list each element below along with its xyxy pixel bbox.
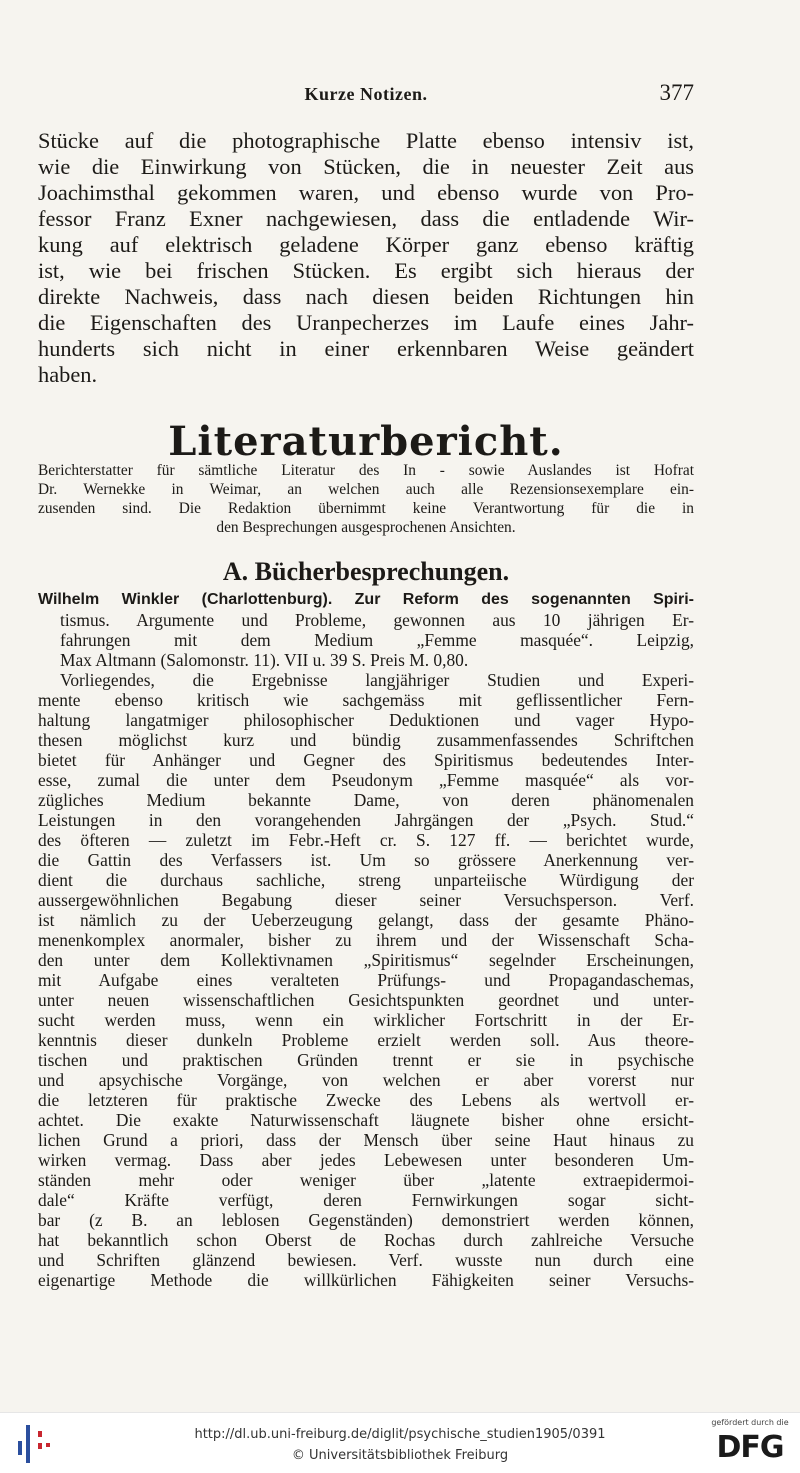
text-line: mit Aufgabe eines veralteten Prüfungs- und Propagandaschemas,	[38, 970, 694, 990]
text-line: die letzteren für praktische Zwecke des Lebens als wertvoll er-	[38, 1090, 694, 1110]
text-line: dale“ Kräfte verfügt, deren Fernwirkungen sogar sicht-	[38, 1190, 694, 1210]
section-title: Literaturbericht.	[168, 418, 564, 465]
text-line: Berichterstatter für sämtliche Literatur des In - sowie Auslandes ist Hofrat	[38, 462, 694, 479]
text-line: die Eigenschaften des Uranpecherzes im Laufe eines Jahr-	[38, 310, 694, 335]
text-line: Dr. Wernekke in Weimar, an welchen auch alle Rezensionsexemplare ein-	[38, 481, 694, 498]
text-line: Joachimsthal gekommen waren, und ebenso wurde von Pro-	[38, 180, 694, 205]
text-line: ist nämlich zu der Ueberzeugung gelangt, dass der gesamte Phäno-	[38, 910, 694, 930]
text-line: zügliches Medium bekannte Dame, von deren phänomenalen	[38, 790, 694, 810]
text-line: Max Altmann (Salomonstr. 11). VII u. 39 S. Preis M. 0,80.	[60, 650, 469, 670]
text-line: eigenartige Methode die willkürlichen Fähigkeiten seiner Versuchs-	[38, 1270, 694, 1290]
continued-article-text	[38, 128, 694, 388]
text-line: kenntnis dieser dunkeln Probleme erzielt werden soll. Aus theore-	[38, 1030, 694, 1050]
text-line: den unter dem Kollektivnamen „Spiritismus“ segelnder Erscheinungen,	[38, 950, 694, 970]
text-line: bietet für Anhänger und Gegner des Spiritismus bedeutendes Inter-	[38, 750, 694, 770]
running-head: Kurze Notizen.	[304, 84, 428, 104]
subsection-title: A. Bücherbesprechungen.	[222, 557, 510, 586]
text-line: unter neuen wissenschaftlichen Gesichtspunkten geordnet und unter-	[38, 990, 694, 1010]
text-line: und Schriften glänzend bewiesen. Verf. wusste nun durch eine	[38, 1250, 694, 1270]
text-line: Vorliegendes, die Ergebnisse langjähriger Studien und Experi-	[60, 670, 694, 690]
text-line: hat bekanntlich schon Oberst de Rochas durch zahlreiche Versuche	[38, 1230, 694, 1250]
text-line: Leistungen in den vorangehenden Jahrgängen der „Psych. Stud.“	[38, 810, 694, 830]
text-line: ist, wie bei frischen Stücken. Es ergibt sich hieraus der	[38, 258, 694, 283]
text-line: den Besprechungen ausgesprochenen Ansichten.	[216, 519, 516, 536]
text-line: des öfteren — zuletzt im Febr.-Heft cr. S. 127 ff. — berichtet wurde,	[38, 830, 694, 850]
text-line: Stücke auf die photographische Platte ebenso intensiv ist,	[38, 128, 694, 153]
viewer-footer	[0, 1412, 800, 1473]
permalink-url[interactable]: http://dl.ub.uni-freiburg.de/diglit/psychische_studien1905/0391	[194, 1427, 606, 1442]
text-line: hunderts sich nicht in einer erkennbaren Weise geändert	[38, 336, 694, 361]
text-line: tischen und praktischen Gründen trennt er sie in psychische	[38, 1050, 694, 1070]
text-line: fessor Franz Exner nachgewiesen, dass die entladende Wir-	[38, 206, 694, 231]
text-line: haben.	[38, 362, 98, 387]
text-line: zusenden sind. Die Redaktion übernimmt keine Verantwortung für die in	[38, 500, 694, 517]
text-line: fahrungen mit dem Medium „Femme masquée“. Leipzig,	[60, 630, 694, 650]
text-line: sucht werden muss, wenn ein wirklicher Fortschritt in der Er-	[38, 1010, 694, 1030]
text-line: aussergewöhnlichen Begabung dieser seiner Versuchsperson. Verf.	[38, 890, 694, 910]
text-line: thesen möglichst kurz und bündig zusammenfassendes Schriftchen	[38, 730, 694, 750]
dfg-logo: DFG	[716, 1430, 784, 1465]
book-review	[38, 590, 694, 1290]
text-line: wie die Einwirkung von Stücken, die in neuester Zeit aus	[38, 154, 694, 179]
text-line: kung auf elektrisch geladene Körper ganz ebenso kräftig	[38, 232, 694, 257]
text-line: bar (z B. an leblosen Gegenständen) demonstriert werden können,	[38, 1210, 694, 1230]
text-line: achtet. Die exakte Naturwissenschaft läugnete bisher ohne ersicht-	[38, 1110, 694, 1130]
text-line: tismus. Argumente und Probleme, gewonnen aus 10 jährigen Er-	[60, 610, 694, 630]
text-line: Wilhelm Winkler (Charlottenburg). Zur Reform des sogenannten Spiri-	[38, 591, 694, 608]
text-line: wirken vermag. Dass aber jedes Lebewesen unter besonderen Um-	[38, 1150, 694, 1170]
text-line: haltung langatmiger philosophischer Deduktionen und vager Hypo-	[38, 710, 694, 730]
text-line: und apsychische Vorgänge, von welchen er aber vorerst nur	[38, 1070, 694, 1090]
text-line: dient die durchaus sachliche, streng unparteiische Würdigung der	[38, 870, 694, 890]
page-header	[38, 80, 694, 114]
text-line: lichen Grund a priori, dass der Mensch über seine Haut hinaus zu	[38, 1130, 694, 1150]
text-line: mente ebenso kritisch wie sachgemäss mit geflissentlicher Fern-	[38, 690, 694, 710]
text-line: die Gattin des Verfassers ist. Um so grössere Anerkennung ver-	[38, 850, 694, 870]
dfg-caption: gefördert durch die	[711, 1418, 789, 1427]
text-line: menenkomplex anormaler, bisher zu ihrem und der Wissenschaft Scha-	[38, 930, 694, 950]
text-line: esse, zumal die unter dem Pseudonym „Femme masquée“ als vor-	[38, 770, 694, 790]
page-number: 377	[659, 80, 694, 105]
editorial-notice	[38, 461, 694, 537]
copyright-line: © Universitätsbibliothek Freiburg	[291, 1448, 509, 1463]
text-line: direkte Nachweis, dass nach diesen beiden Richtungen hin	[38, 284, 694, 309]
text-line: ständen mehr oder weniger über „latente extraepidermoi-	[38, 1170, 694, 1190]
